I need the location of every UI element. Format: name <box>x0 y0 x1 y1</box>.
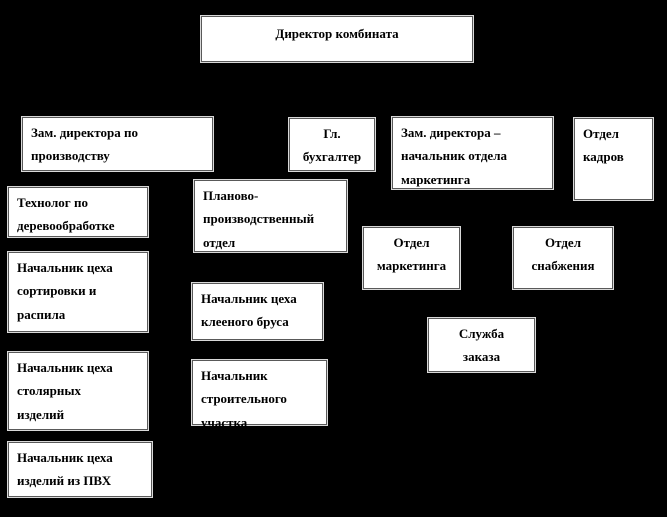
org-box-order-service: Служба заказа <box>428 318 535 372</box>
org-box-construction-site: Начальник строительного участка <box>192 360 327 425</box>
org-box-supply-department: Отдел снабжения <box>513 227 613 289</box>
org-box-chief-accountant: Гл. бухгалтер <box>289 118 375 171</box>
org-box-hr-department: Отдел кадров <box>574 118 653 200</box>
org-box-deputy-marketing: Зам. директора – начальник отдела маркетинга <box>392 117 553 189</box>
org-box-deputy-production: Зам. директора по производству <box>22 117 213 171</box>
org-box-pvc-products-shop: Начальник цеха изделий из ПВХ <box>8 442 152 497</box>
org-box-joinery-shop: Начальник цеха столярных изделий <box>8 352 148 430</box>
org-box-sorting-sawing-shop: Начальник цеха сортировки и распила <box>8 252 148 332</box>
org-box-planning-department: Планово-производственный отдел <box>194 180 347 252</box>
org-box-technologist: Технолог по деревообработке <box>8 187 148 237</box>
org-box-glued-timber-shop: Начальник цеха клееного бруса <box>192 283 323 340</box>
org-box-marketing-department: Отдел маркетинга <box>363 227 460 289</box>
org-box-director: Директор комбината <box>201 16 473 62</box>
